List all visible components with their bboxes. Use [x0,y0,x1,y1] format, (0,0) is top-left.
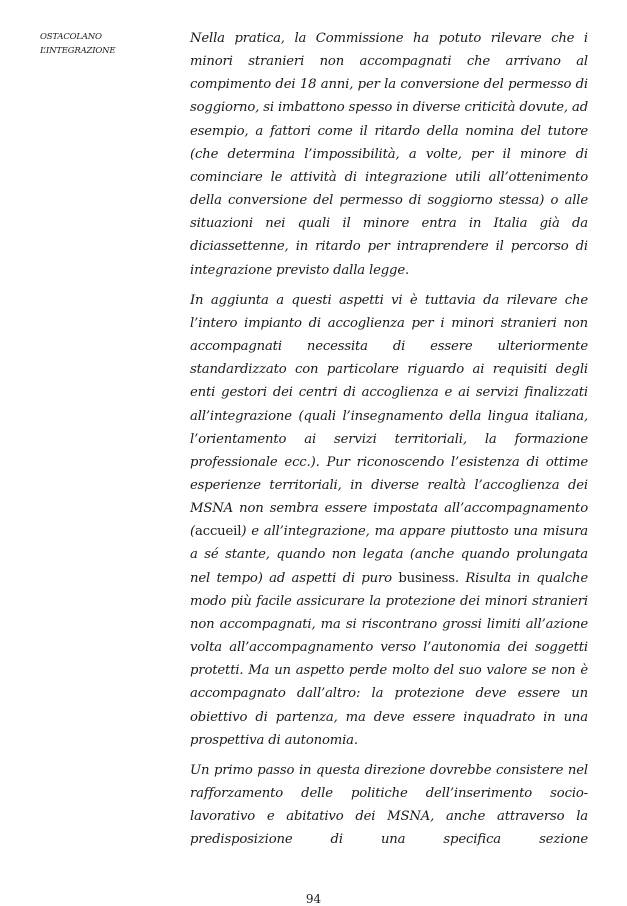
term-business: business [398,570,455,586]
paragraph-1: Nella pratica, la Commissione ha potuto rilevare che i minori stranieri non accompagnati che arrivano al compimento dei 18 anni, per la conversione del permesso di soggiorno, si imbattono spesso in diverse criticità dovute, ad esempio, a fattori come il ritardo della nomina del tutore (che determina l’impossibilità, a volte, per il minore di cominciare le attività di integrazione utili all’ottenimento della conversione del permesso di soggiorno stessa) o alle situazioni nei quali il minore entra in Italia già da diciassettenne, in ritardo per intraprendere il percorso di integrazione previsto dalla legge. [190,31,588,278]
body-text [190,27,588,851]
paragraph-2 [190,289,588,752]
paragraph-2-part-1: In aggiunta a questi aspetti vi è tuttavia da rilevare che l’intero impianto di accoglienza per i minori stranieri non accompagnati necessita di essere ulteriormente standardizzato con particolare riguardo ai requisiti degli enti gestori dei centri di accoglienza e ai servizi finalizzati all’integrazione (quali l’insegnamento della lingua italiana, l’orientamento ai servizi territoriali, la formazione professionale ecc.). Pur riconoscendo l’esistenza di ottime esperienze territoriali, in diverse realtà l’accoglienza dei MSNA non sembra essere impostata all’accompagnamento ( [190,292,588,540]
paragraph-3: Un primo passo in questa direzione dovrebbe consistere nel rafforzamento delle politiche dell’inserimento socio-lavorativo e abitativo dei MSNA, anche attraverso la predisposizione di una specifica sezione [190,762,588,848]
paragraph-2-part-2: ) e all’integrazione, ma appare piuttosto una misura a sé stante, quando non legata (anche quando prolungata nel tempo) ad aspetti di puro [190,524,588,586]
paragraph-2-part-3: . Risulta in qualche modo più facile assicurare la protezione dei minori stranieri non accompagnati, ma si riscontrano grossi limiti all’azione volta all’accompagnamento verso l’autonomia dei soggetti protetti. Ma un aspetto perde molto del suo valore se non è accompagnato dall’altro: la protezione deve essere un obiettivo di partenza, ma deve essere inquadrato in una prospettiva di autonomia. [190,570,588,748]
margin-note [40,30,160,58]
page-number: 94 [305,892,322,906]
margin-note-line-1: OSTACOLANO [40,32,102,42]
margin-note-line-2: L’INTEGRAZIONE [40,46,116,56]
term-accueil: accueil [195,524,242,540]
